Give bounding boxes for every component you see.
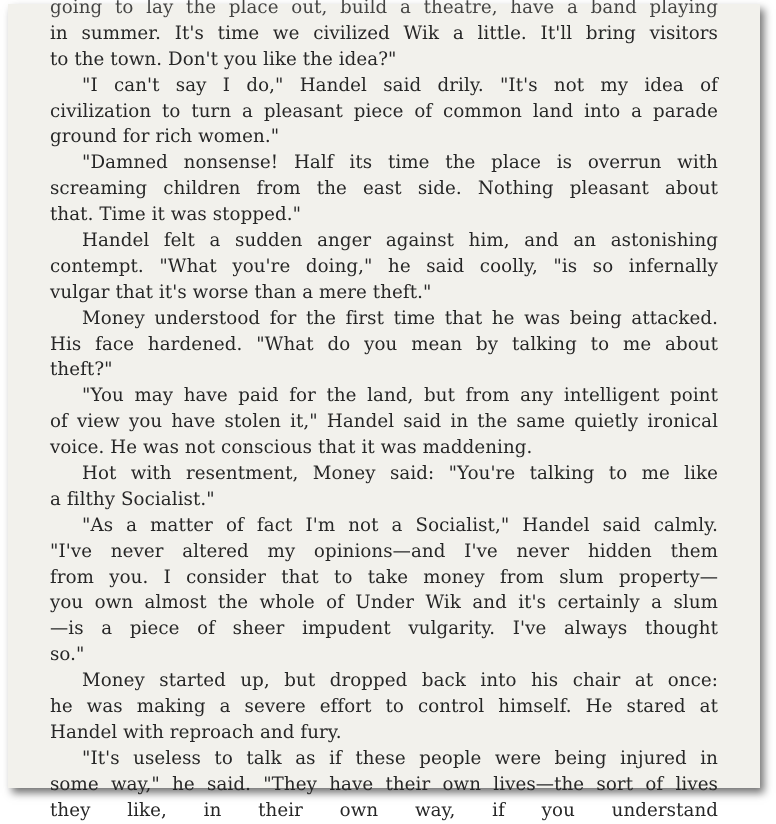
text-line: screaming children from the east side. Nothing pleasant about [50,178,718,200]
text-line: contempt. "What you're doing," he said coolly, "is so infernally [50,255,718,277]
text-line: "As a matter of fact I'm not a Socialist," Handel said calmly. [82,514,718,536]
text-line: "You may have paid for the land, but from any intelligent point [82,385,718,407]
text-line: "It's useless to talk as if these people were being injured in [82,747,718,769]
text-line: His face hardened. "What do you mean by talking to me about [50,333,718,355]
text-line: they like, in their own way, if you understand [50,799,718,821]
text-line: Money started up, but dropped back into his chair at once: [82,670,718,692]
book-page [8,0,760,821]
text-line: a filthy Socialist." [50,488,215,510]
page-text [50,0,718,824]
text-line: in summer. It's time we civilized Wik a little. It'll bring visitors [50,22,718,44]
text-line: going to lay the place out, build a theatre, have a band playing [50,0,718,18]
text-line: from you. I consider that to take money from slum property— [50,566,718,588]
text-line: to the town. Don't you like the idea?" [50,48,397,70]
text-line: Money understood for the first time that he was being attacked. [82,307,718,329]
text-line: he was making a severe effort to control himself. He stared at [50,696,718,718]
text-line: voice. He was not conscious that it was maddening. [50,437,533,459]
text-line: —is a piece of sheer impudent vulgarity. I've always thought [50,618,718,640]
text-line: Handel felt a sudden anger against him, and an astonishing [82,230,718,252]
text-line: "I can't say I do," Handel said drily. "It's not my idea of [82,74,718,96]
text-line: civilization to turn a pleasant piece of common land into a parade [50,100,718,122]
text-line: of view you have stolen it," Handel said in the same quietly ironical [50,411,718,433]
text-line: so." [50,644,85,666]
text-line: "Damned nonsense! Half its time the place is overrun with [82,152,718,174]
text-line: vulgar that it's worse than a mere theft." [50,281,432,303]
text-line: Handel with reproach and fury. [50,721,342,743]
text-line: that. Time it was stopped." [50,204,302,226]
text-line: "I've never altered my opinions—and I've never hidden them [50,540,718,562]
text-line: some way," he said. "They have their own lives—the sort of lives [50,773,718,795]
text-line: Hot with resentment, Money said: "You're talking to me like [82,463,718,485]
text-line: you own almost the whole of Under Wik and it's certainly a slum [50,592,718,614]
text-line: ground for rich women." [50,126,280,148]
text-line: theft?" [50,359,113,381]
